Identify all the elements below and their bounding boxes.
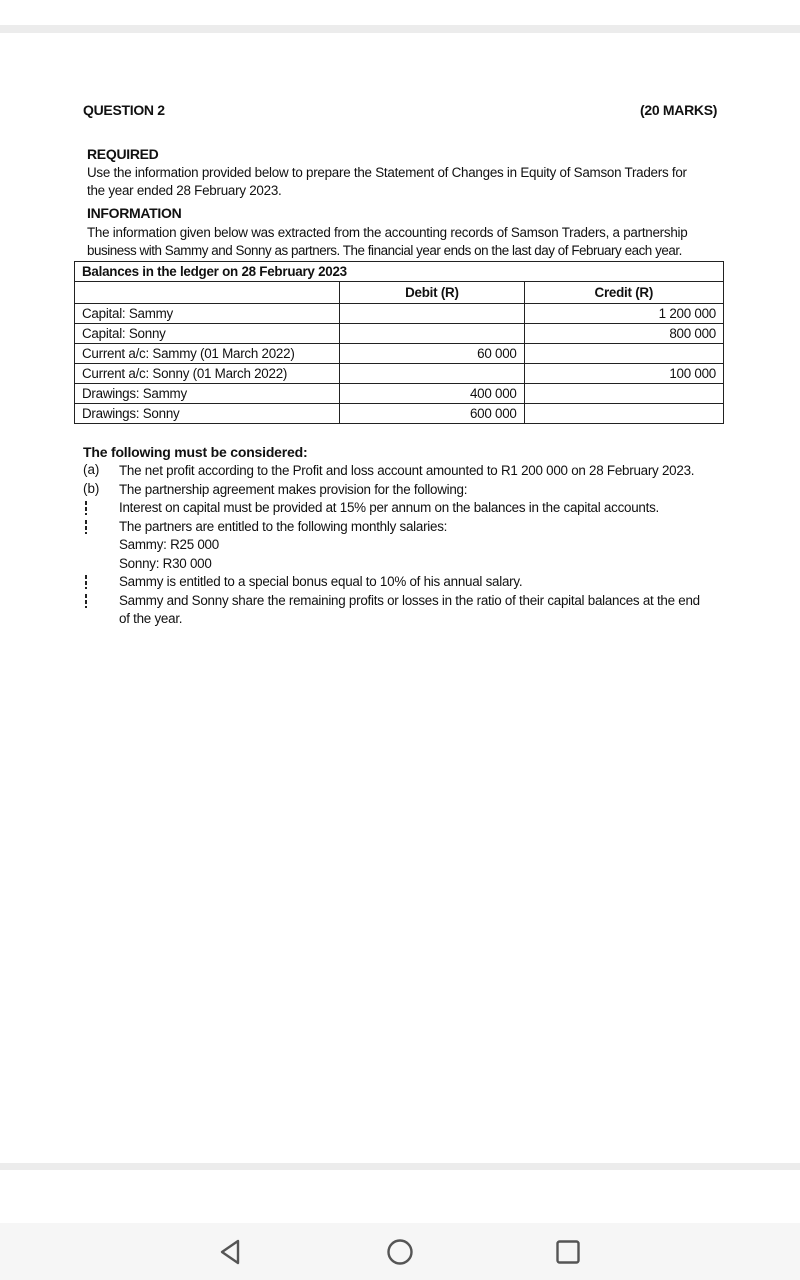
credit-cell: 800 000 <box>524 324 723 344</box>
ledger-title-row <box>75 262 724 282</box>
table-row <box>75 404 724 424</box>
credit-cell: 100 000 <box>524 364 723 384</box>
back-triangle-icon <box>216 1238 244 1266</box>
profit-share-text-line-1: Sammy and Sonny share the remaining profits or losses in the ratio of their capital balances at the end <box>119 593 700 608</box>
item-a-marker: (a) <box>83 462 100 477</box>
debit-cell: 600 000 <box>340 404 524 424</box>
information-label: INFORMATION <box>87 205 182 221</box>
debit-cell <box>340 324 524 344</box>
ledger-title: Balances in the ledger on 28 February 2023 <box>75 262 724 282</box>
credit-cell <box>524 344 723 364</box>
item-a-text: The net profit according to the Profit and loss account amounted to R1 200 000 on 28 February 2023. <box>119 463 695 478</box>
sonny-salary-text: Sonny: R30 000 <box>119 556 212 571</box>
required-text-line-2: the year ended 28 February 2023. <box>87 183 282 198</box>
required-text-line-1: Use the information provided below to prepare the Statement of Changes in Equity of Samson Traders for <box>87 165 687 180</box>
interest-provision-text: Interest on capital must be provided at 15% per annum on the balances in the capital accounts. <box>119 500 659 515</box>
bullet-icon <box>85 501 87 515</box>
sammy-salary-text: Sammy: R25 000 <box>119 537 219 552</box>
debit-cell <box>340 364 524 384</box>
salaries-provision-text: The partners are entitled to the following monthly salaries: <box>119 519 448 534</box>
information-text-line-2: business with Sammy and Sonny as partners. The financial year ends on the last day of February each year. <box>87 243 682 258</box>
bullet-icon <box>85 575 87 589</box>
back-button[interactable] <box>216 1238 244 1266</box>
account-cell: Current a/c: Sonny (01 March 2022) <box>75 364 340 384</box>
table-row <box>75 344 724 364</box>
question-title: QUESTION 2 <box>83 102 165 118</box>
debit-cell <box>340 304 524 324</box>
home-button[interactable] <box>386 1238 414 1266</box>
required-label: REQUIRED <box>87 146 159 162</box>
credit-cell <box>524 384 723 404</box>
system-navigation-bar <box>0 1223 800 1280</box>
header-credit: Credit (R) <box>524 282 723 304</box>
top-divider <box>0 25 800 33</box>
bonus-provision-text: Sammy is entitled to a special bonus equal to 10% of his annual salary. <box>119 574 523 589</box>
header-account <box>75 282 340 304</box>
bullet-icon <box>85 594 87 608</box>
document-page[interactable] <box>0 33 800 1163</box>
information-text-line-1: The information given below was extracted from the accounting records of Samson Traders, a partnership <box>87 225 688 240</box>
recents-square-icon <box>554 1238 582 1266</box>
profit-share-text-line-2: of the year. <box>119 611 183 626</box>
account-cell: Capital: Sonny <box>75 324 340 344</box>
ledger-balances-table <box>74 261 724 424</box>
bullet-icon <box>85 520 87 534</box>
question-marks: (20 MARKS) <box>640 102 718 118</box>
table-row <box>75 384 724 404</box>
recents-button[interactable] <box>554 1238 582 1266</box>
header-debit: Debit (R) <box>340 282 524 304</box>
account-cell: Capital: Sammy <box>75 304 340 324</box>
credit-cell <box>524 404 723 424</box>
account-cell: Drawings: Sammy <box>75 384 340 404</box>
account-cell: Drawings: Sonny <box>75 404 340 424</box>
bottom-divider <box>0 1163 800 1170</box>
table-row <box>75 364 724 384</box>
table-row <box>75 304 724 324</box>
considerations-title: The following must be considered: <box>83 444 308 460</box>
table-row <box>75 324 724 344</box>
home-circle-icon <box>386 1238 414 1266</box>
debit-cell: 400 000 <box>340 384 524 404</box>
account-cell: Current a/c: Sammy (01 March 2022) <box>75 344 340 364</box>
ledger-header-row <box>75 282 724 304</box>
item-b-marker: (b) <box>83 481 100 496</box>
credit-cell: 1 200 000 <box>524 304 723 324</box>
debit-cell: 60 000 <box>340 344 524 364</box>
item-b-text: The partnership agreement makes provision for the following: <box>119 482 468 497</box>
